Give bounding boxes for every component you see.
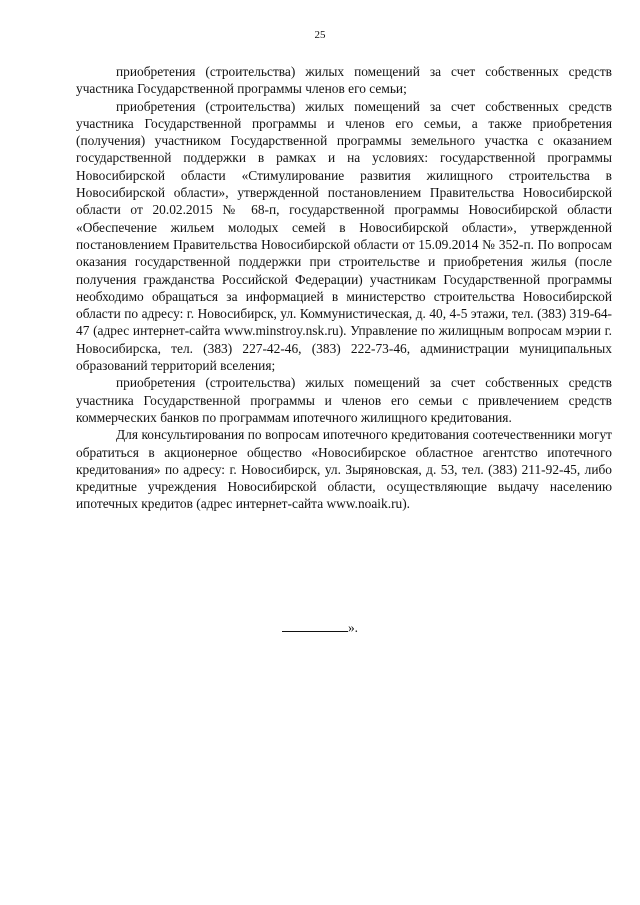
paragraph-bank-credit: приобретения (строительства) жилых помещений за счет собственных средств участника Государственной программы и членов его семьи с привлечением средств коммерческих банков по программам ипотечного жилищного кредитования. — [76, 375, 612, 425]
signature-blank-line — [282, 619, 348, 632]
paragraph-own-funds: приобретения (строительства) жилых помещений за счет собственных средств участника Государственной программы членов его семьи; — [76, 64, 612, 97]
document-body — [76, 63, 612, 513]
paragraph-mortgage-consulting: Для консультирования по вопросам ипотечного кредитования соотечественники могут обратиться в акционерное общество «Новосибирское областное агентство ипотечного кредитования» по адресу: г. Новосибирск, ул. Зыряновская, д. 53, тел. (383) 211-92-45, либо кредитные учреждения Новосибирской области, осуществляющие выдачу населению ипотечных кредитов (адрес интернет-сайта www.noaik.ru). — [76, 427, 612, 512]
closing-line — [0, 619, 640, 636]
closing-quote-mark: ». — [347, 620, 359, 635]
page-number: 25 — [314, 29, 326, 41]
paragraph-state-support: приобретения (строительства) жилых помещений за счет собственных средств участника Государственной программы и членов его семьи, а также приобретения (получения) участником Государственной программы земельного участка с оказанием государственной поддержки в рамках и на условиях: государственной программы Новосибирской области «Стимулирование развития жилищного строительства в Новосибирской области», утвержденной постановлением Правительства Новосибирской области от 20.02.2015 № 68-п, государственной программы Новосибирской области «Обеспечение жильем молодых семей в Новосибирской области», утвержденной постановлением Правительства Новосибирской области от 15.09.2014 № 352-п. По вопросам оказания государственной поддержки при строительстве и приобретения жилья (после получения гражданства Российской Федерации) участникам Государственной программы необходимо обращаться за информацией в министерство строительства Новосибирской области по адресу: г. Новосибирск, ул. Коммунистическая, д. 40, 4-5 этажи, тел. (383) 319-64-47 (адрес интернет-сайта www.minstroy.nsk.ru). Управление по жилищным вопросам мэрии г. Новосибирска, тел. (383) 227-42-46, (383) 222-73-46, администрации муниципальных образований территорий вселения; — [76, 98, 612, 374]
